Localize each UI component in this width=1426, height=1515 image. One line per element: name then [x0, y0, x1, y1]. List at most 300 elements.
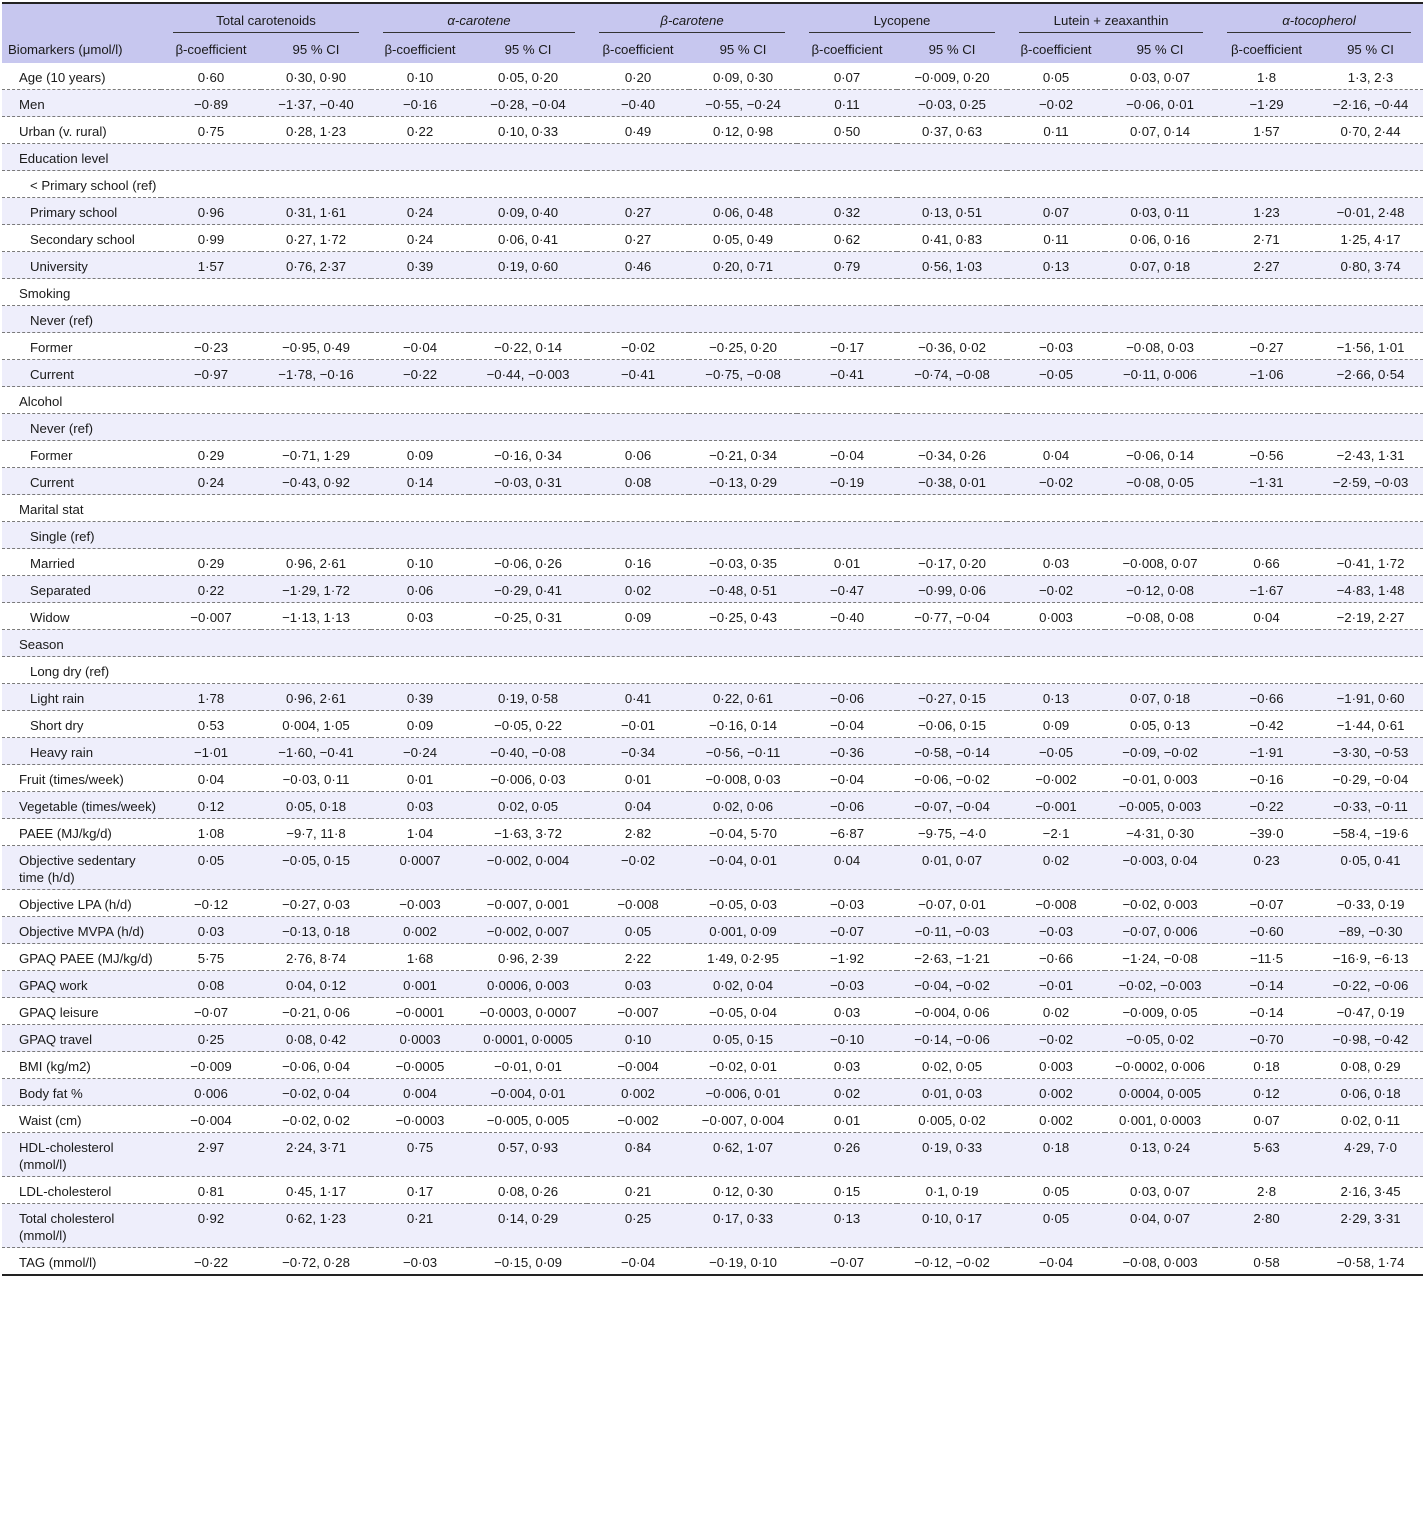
table-row: [2, 998, 1423, 1025]
coef-cell: −0·66: [1007, 944, 1105, 971]
table-row: [2, 603, 1423, 630]
ci-cell: −0·12, 0·08: [1105, 576, 1215, 603]
coef-cell: 0·07: [1007, 198, 1105, 225]
ci-cell: 0·05, 0·20: [469, 63, 587, 90]
ci-cell: 1·25, 4·17: [1318, 225, 1423, 252]
ci-cell: [1105, 495, 1215, 522]
ci-cell: 0·0004, 0·005: [1105, 1079, 1215, 1106]
coef-cell: 0·0007: [371, 846, 469, 890]
ci-cell: −0·09, −0·02: [1105, 738, 1215, 765]
coef-cell: [161, 279, 261, 306]
coef-cell: −0·23: [161, 333, 261, 360]
row-label: Light rain: [2, 684, 161, 711]
row-label: Current: [2, 468, 161, 495]
ci-cell: −1·56, 1·01: [1318, 333, 1423, 360]
coef-cell: −0·07: [797, 917, 897, 944]
table-row: [2, 279, 1423, 306]
coef-cell: −0·01: [1007, 971, 1105, 998]
row-label: < Primary school (ref): [2, 171, 161, 198]
ci-cell: [1105, 414, 1215, 441]
coef-cell: −0·04: [1007, 1248, 1105, 1276]
ci-cell: [1105, 387, 1215, 414]
coef-cell: 0·60: [161, 63, 261, 90]
coef-cell: −0·16: [371, 90, 469, 117]
coef-cell: −2·1: [1007, 819, 1105, 846]
ci-cell: [689, 414, 797, 441]
coef-cell: 0·26: [797, 1133, 897, 1177]
coef-cell: 0·75: [371, 1133, 469, 1177]
ci-cell: 0·19, 0·58: [469, 684, 587, 711]
coef-cell: 0·20: [587, 63, 689, 90]
coef-cell: 0·41: [587, 684, 689, 711]
ci-cell: [1318, 495, 1423, 522]
ci-cell: −0·06, 0·01: [1105, 90, 1215, 117]
coef-cell: 0·39: [371, 252, 469, 279]
ci-cell: −0·56, −0·11: [689, 738, 797, 765]
coef-cell: 0·07: [1215, 1106, 1318, 1133]
group-header-alpha-carotene: α-carotene: [371, 3, 587, 35]
ci-cell: −0·14, −0·06: [897, 1025, 1007, 1052]
coef-cell: [371, 495, 469, 522]
row-label: Urban (v. rural): [2, 117, 161, 144]
coef-cell: 0·02: [797, 1079, 897, 1106]
ci-cell: −0·009, 0·05: [1105, 998, 1215, 1025]
ci-cell: 0·004, 1·05: [261, 711, 371, 738]
ci-cell: −0·75, −0·08: [689, 360, 797, 387]
ci-cell: −0·002, 0·007: [469, 917, 587, 944]
coef-cell: −0·34: [587, 738, 689, 765]
ci-cell: [261, 522, 371, 549]
coef-cell: 0·39: [371, 684, 469, 711]
coef-cell: −0·01: [587, 711, 689, 738]
coef-cell: [1215, 495, 1318, 522]
ci-cell: [1105, 144, 1215, 171]
ci-cell: 0·02, 0·06: [689, 792, 797, 819]
ci-cell: −0·03, 0·25: [897, 90, 1007, 117]
ci-cell: −0·006, 0·03: [469, 765, 587, 792]
ci-cell: [469, 171, 587, 198]
ci-cell: −1·29, 1·72: [261, 576, 371, 603]
coef-cell: −0·002: [1007, 765, 1105, 792]
ci-cell: 1·3, 2·3: [1318, 63, 1423, 90]
coef-cell: 0·09: [371, 441, 469, 468]
coef-cell: [587, 387, 689, 414]
table-row: [2, 306, 1423, 333]
coef-cell: −0·05: [1007, 738, 1105, 765]
ci-cell: 0·06, 0·16: [1105, 225, 1215, 252]
coef-cell: 0·002: [371, 917, 469, 944]
row-label: Short dry: [2, 711, 161, 738]
table-row: [2, 1106, 1423, 1133]
coef-cell: −0·89: [161, 90, 261, 117]
table-row: [2, 63, 1423, 90]
table-row: [2, 792, 1423, 819]
table-row: [2, 576, 1423, 603]
coef-cell: −0·02: [587, 333, 689, 360]
ci-cell: 0·02, 0·05: [897, 1052, 1007, 1079]
coef-cell: [161, 414, 261, 441]
coef-cell: 0·01: [797, 1106, 897, 1133]
table-row: [2, 765, 1423, 792]
table-row: [2, 657, 1423, 684]
ci-cell: −0·44, −0·003: [469, 360, 587, 387]
table-row: [2, 1177, 1423, 1204]
ci-cell: [1105, 171, 1215, 198]
ci-cell: [261, 387, 371, 414]
row-label: Age (10 years): [2, 63, 161, 90]
coef-cell: [1215, 630, 1318, 657]
ci-cell: [469, 630, 587, 657]
ci-cell: [261, 144, 371, 171]
ci-cell: −0·34, 0·26: [897, 441, 1007, 468]
row-label: Widow: [2, 603, 161, 630]
ci-cell: [1318, 144, 1423, 171]
table-row: [2, 1052, 1423, 1079]
coef-cell: 0·01: [797, 549, 897, 576]
table-row: [2, 630, 1423, 657]
ci-cell: −0·06, 0·14: [1105, 441, 1215, 468]
ci-cell: −0·55, −0·24: [689, 90, 797, 117]
ci-cell: −0·72, 0·28: [261, 1248, 371, 1276]
coef-cell: −0·02: [1007, 90, 1105, 117]
coef-cell: 1·68: [371, 944, 469, 971]
ci-cell: [897, 279, 1007, 306]
table-row: [2, 846, 1423, 890]
coef-cell: [1215, 522, 1318, 549]
ci-cell: 0·62, 1·23: [261, 1204, 371, 1248]
ci-cell: 2·24, 3·71: [261, 1133, 371, 1177]
ci-cell: 0·76, 2·37: [261, 252, 371, 279]
ci-cell: 0·56, 1·03: [897, 252, 1007, 279]
coef-cell: −0·27: [1215, 333, 1318, 360]
row-label: Never (ref): [2, 414, 161, 441]
row-label: Marital stat: [2, 495, 161, 522]
coef-header: β-coefficient: [161, 35, 261, 63]
ci-cell: 0·20, 0·71: [689, 252, 797, 279]
coef-cell: −0·03: [797, 890, 897, 917]
ci-cell: [1105, 279, 1215, 306]
ci-cell: 0·10, 0·17: [897, 1204, 1007, 1248]
coef-cell: −0·40: [587, 90, 689, 117]
ci-cell: [469, 306, 587, 333]
coef-cell: [161, 522, 261, 549]
ci-cell: [897, 630, 1007, 657]
ci-cell: 0·19, 0·33: [897, 1133, 1007, 1177]
table-row: [2, 333, 1423, 360]
coef-cell: [587, 144, 689, 171]
ci-cell: 0·05, 0·15: [689, 1025, 797, 1052]
coef-cell: [587, 306, 689, 333]
ci-cell: −0·13, 0·29: [689, 468, 797, 495]
coef-cell: 0·13: [797, 1204, 897, 1248]
ci-cell: 0·09, 0·40: [469, 198, 587, 225]
coef-cell: 2·82: [587, 819, 689, 846]
ci-cell: −0·02, 0·01: [689, 1052, 797, 1079]
coef-cell: 0·03: [797, 998, 897, 1025]
coef-cell: 0·01: [371, 765, 469, 792]
table-row: [2, 468, 1423, 495]
coef-cell: 0·10: [371, 63, 469, 90]
coef-cell: −0·66: [1215, 684, 1318, 711]
coef-cell: 1·08: [161, 819, 261, 846]
coef-cell: 0·22: [161, 576, 261, 603]
ci-cell: 0·05, 0·49: [689, 225, 797, 252]
group-header-lutein-zeaxanthin: Lutein + zeaxanthin: [1007, 3, 1215, 35]
coef-cell: 0·05: [161, 846, 261, 890]
coef-cell: [1007, 279, 1105, 306]
ci-cell: −3·30, −0·53: [1318, 738, 1423, 765]
coef-cell: −0·02: [1007, 1025, 1105, 1052]
ci-cell: [897, 495, 1007, 522]
coef-cell: [371, 387, 469, 414]
ci-cell: −1·37, −0·40: [261, 90, 371, 117]
coef-cell: 0·11: [1007, 225, 1105, 252]
coef-cell: 1·57: [1215, 117, 1318, 144]
ci-cell: −1·44, 0·61: [1318, 711, 1423, 738]
coef-cell: 0·002: [587, 1079, 689, 1106]
coef-cell: 0·21: [587, 1177, 689, 1204]
coef-cell: −1·01: [161, 738, 261, 765]
coef-cell: −0·97: [161, 360, 261, 387]
ci-cell: [1318, 171, 1423, 198]
ci-cell: 0·0001, 0·0005: [469, 1025, 587, 1052]
coef-cell: [1007, 171, 1105, 198]
ci-cell: 0·06, 0·41: [469, 225, 587, 252]
coef-cell: 0·04: [587, 792, 689, 819]
ci-cell: −0·004, 0·06: [897, 998, 1007, 1025]
ci-cell: −0·40, −0·08: [469, 738, 587, 765]
ci-cell: [689, 306, 797, 333]
ci-cell: 0·80, 3·74: [1318, 252, 1423, 279]
coef-cell: [371, 414, 469, 441]
ci-cell: −2·66, 0·54: [1318, 360, 1423, 387]
ci-cell: −1·24, −0·08: [1105, 944, 1215, 971]
coef-cell: 0·04: [1007, 441, 1105, 468]
coef-cell: [587, 414, 689, 441]
row-label: Long dry (ref): [2, 657, 161, 684]
coef-cell: −0·004: [587, 1052, 689, 1079]
coef-cell: 0·16: [587, 549, 689, 576]
ci-cell: −0·74, −0·08: [897, 360, 1007, 387]
coef-cell: −0·24: [371, 738, 469, 765]
coef-cell: 0·11: [1007, 117, 1105, 144]
ci-cell: −0·06, 0·26: [469, 549, 587, 576]
ci-cell: [469, 414, 587, 441]
row-label: Waist (cm): [2, 1106, 161, 1133]
ci-cell: −0·29, −0·04: [1318, 765, 1423, 792]
coef-cell: −0·03: [1007, 917, 1105, 944]
row-label: TAG (mmol/l): [2, 1248, 161, 1276]
ci-cell: 0·31, 1·61: [261, 198, 371, 225]
coef-cell: 0·01: [587, 765, 689, 792]
ci-cell: −0·04, 0·01: [689, 846, 797, 890]
coef-cell: 0·25: [587, 1204, 689, 1248]
coef-cell: 1·8: [1215, 63, 1318, 90]
table-row: [2, 711, 1423, 738]
coef-cell: [371, 522, 469, 549]
coef-cell: −1·92: [797, 944, 897, 971]
ci-cell: −0·17, 0·20: [897, 549, 1007, 576]
ci-cell: −0·38, 0·01: [897, 468, 1007, 495]
table-row: [2, 819, 1423, 846]
ci-cell: 0·41, 0·83: [897, 225, 1007, 252]
ci-cell: [469, 495, 587, 522]
ci-cell: −0·58, 1·74: [1318, 1248, 1423, 1276]
coef-cell: 0·18: [1007, 1133, 1105, 1177]
ci-cell: [689, 144, 797, 171]
coef-cell: 2·71: [1215, 225, 1318, 252]
coef-cell: −0·04: [797, 765, 897, 792]
table-row: [2, 522, 1423, 549]
coef-cell: [797, 144, 897, 171]
ci-header: 95 % CI: [689, 35, 797, 63]
coef-cell: −0·19: [797, 468, 897, 495]
table-row: [2, 495, 1423, 522]
coef-cell: 5·75: [161, 944, 261, 971]
ci-cell: 0·01, 0·07: [897, 846, 1007, 890]
row-label: LDL-cholesterol: [2, 1177, 161, 1204]
coef-cell: −0·04: [371, 333, 469, 360]
coef-cell: [797, 522, 897, 549]
coef-header: β-coefficient: [587, 35, 689, 63]
coef-cell: 0·04: [161, 765, 261, 792]
ci-cell: 1·49, 0·2·95: [689, 944, 797, 971]
coef-cell: [797, 387, 897, 414]
coef-cell: [587, 630, 689, 657]
ci-cell: −0·06, −0·02: [897, 765, 1007, 792]
coef-cell: 2·80: [1215, 1204, 1318, 1248]
ci-cell: [897, 144, 1007, 171]
table-row: [2, 360, 1423, 387]
coef-cell: [1215, 387, 1318, 414]
ci-cell: 0·09, 0·30: [689, 63, 797, 90]
ci-cell: 0·19, 0·60: [469, 252, 587, 279]
ci-cell: 0·08, 0·29: [1318, 1052, 1423, 1079]
table-row: [2, 944, 1423, 971]
table-row: [2, 441, 1423, 468]
table-row: [2, 1204, 1423, 1248]
coef-cell: 0·10: [587, 1025, 689, 1052]
ci-cell: −0·71, 1·29: [261, 441, 371, 468]
ci-cell: 0·08, 0·26: [469, 1177, 587, 1204]
ci-cell: −0·08, 0·05: [1105, 468, 1215, 495]
ci-cell: [261, 630, 371, 657]
ci-cell: −0·02, 0·02: [261, 1106, 371, 1133]
ci-cell: 0·27, 1·72: [261, 225, 371, 252]
coef-cell: [161, 306, 261, 333]
group-header-alpha-tocopherol: α-tocopherol: [1215, 3, 1423, 35]
row-label: Alcohol: [2, 387, 161, 414]
ci-cell: −0·08, 0·003: [1105, 1248, 1215, 1276]
coef-cell: −0·0005: [371, 1052, 469, 1079]
coef-cell: −6·87: [797, 819, 897, 846]
coef-cell: 0·09: [371, 711, 469, 738]
coef-cell: −0·0003: [371, 1106, 469, 1133]
ci-cell: 0·1, 0·19: [897, 1177, 1007, 1204]
coef-cell: 0·23: [1215, 846, 1318, 890]
coef-cell: 0·002: [1007, 1106, 1105, 1133]
ci-cell: −0·03, 0·31: [469, 468, 587, 495]
ci-cell: 0·62, 1·07: [689, 1133, 797, 1177]
coef-cell: −0·07: [1215, 890, 1318, 917]
coef-header: β-coefficient: [1007, 35, 1105, 63]
coef-cell: [587, 171, 689, 198]
coef-cell: 0·003: [1007, 603, 1105, 630]
ci-cell: 0·005, 0·02: [897, 1106, 1007, 1133]
ci-cell: −0·004, 0·01: [469, 1079, 587, 1106]
ci-cell: −0·05, 0·15: [261, 846, 371, 890]
ci-cell: 0·37, 0·63: [897, 117, 1007, 144]
coef-cell: 0·24: [161, 468, 261, 495]
ci-cell: −0·05, 0·22: [469, 711, 587, 738]
ci-cell: −0·25, 0·20: [689, 333, 797, 360]
row-label: Former: [2, 333, 161, 360]
ci-cell: 2·29, 3·31: [1318, 1204, 1423, 1248]
table-container: [2, 2, 1423, 1276]
coef-cell: 0·96: [161, 198, 261, 225]
coef-cell: −0·70: [1215, 1025, 1318, 1052]
coef-header: β-coefficient: [797, 35, 897, 63]
ci-cell: −16·9, −6·13: [1318, 944, 1423, 971]
coef-cell: 0·92: [161, 1204, 261, 1248]
ci-cell: 0·07, 0·18: [1105, 684, 1215, 711]
coef-cell: [1215, 306, 1318, 333]
ci-cell: −0·77, −0·04: [897, 603, 1007, 630]
row-label: Former: [2, 441, 161, 468]
group-header-total-carotenoids: Total carotenoids: [161, 3, 371, 35]
ci-cell: −0·98, −0·42: [1318, 1025, 1423, 1052]
coef-cell: 0·29: [161, 441, 261, 468]
coef-cell: [797, 306, 897, 333]
coef-cell: −0·04: [587, 1248, 689, 1276]
row-label: GPAQ work: [2, 971, 161, 998]
coef-cell: 1·23: [1215, 198, 1318, 225]
coef-cell: −0·02: [587, 846, 689, 890]
ci-cell: [1105, 657, 1215, 684]
coef-cell: [797, 279, 897, 306]
coef-cell: 0·03: [797, 1052, 897, 1079]
ci-cell: 2·16, 3·45: [1318, 1177, 1423, 1204]
ci-cell: 0·04, 0·12: [261, 971, 371, 998]
ci-cell: [689, 387, 797, 414]
ci-cell: −1·13, 1·13: [261, 603, 371, 630]
ci-cell: −0·36, 0·02: [897, 333, 1007, 360]
ci-cell: −0·08, 0·08: [1105, 603, 1215, 630]
row-label: Married: [2, 549, 161, 576]
ci-cell: −4·83, 1·48: [1318, 576, 1423, 603]
ci-cell: [469, 144, 587, 171]
ci-cell: 0·06, 0·18: [1318, 1079, 1423, 1106]
ci-cell: 0·02, 0·11: [1318, 1106, 1423, 1133]
coef-cell: −0·04: [797, 441, 897, 468]
coef-cell: [797, 630, 897, 657]
coef-cell: −0·03: [371, 1248, 469, 1276]
ci-cell: [1318, 414, 1423, 441]
ci-cell: −0·12, −0·02: [897, 1248, 1007, 1276]
header-blank: [2, 3, 161, 35]
coef-cell: −0·40: [797, 603, 897, 630]
ci-header: 95 % CI: [469, 35, 587, 63]
ci-cell: −1·91, 0·60: [1318, 684, 1423, 711]
table-row: [2, 198, 1423, 225]
ci-cell: −89, −0·30: [1318, 917, 1423, 944]
ci-cell: −0·11, 0·006: [1105, 360, 1215, 387]
table-row: [2, 971, 1423, 998]
coef-cell: 0·14: [371, 468, 469, 495]
ci-cell: 0·30, 0·90: [261, 63, 371, 90]
coef-cell: [371, 657, 469, 684]
ci-cell: 0·96, 2·39: [469, 944, 587, 971]
